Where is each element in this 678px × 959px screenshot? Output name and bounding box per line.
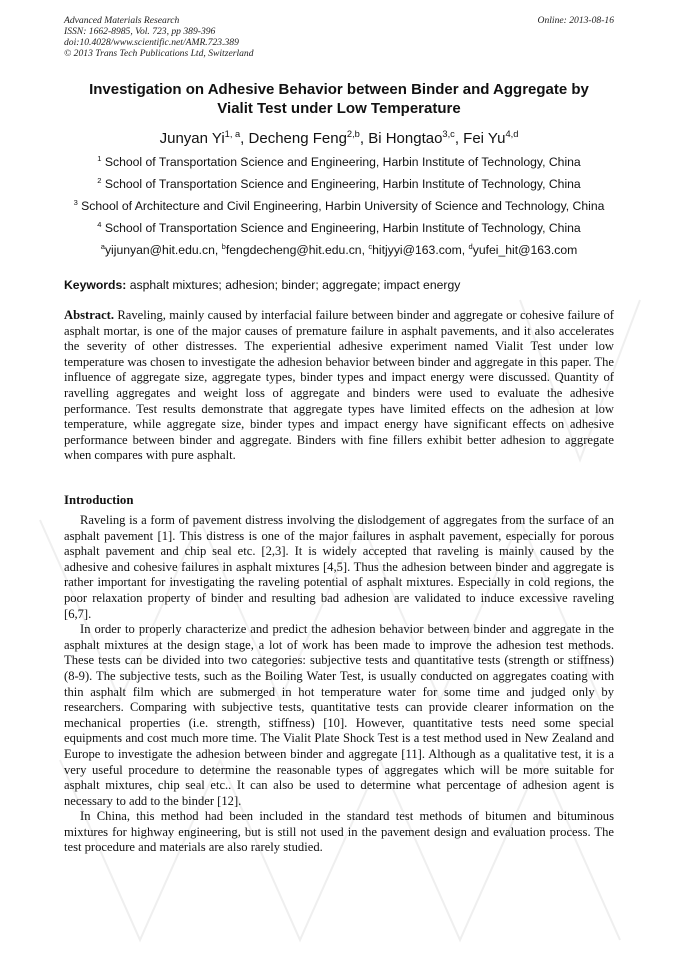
email-sup: a (100, 241, 105, 251)
author-sup: 1, a (224, 129, 241, 139)
author-sup: 3,c (442, 129, 455, 139)
title-line-2: Vialit Test under Low Temperature (217, 100, 461, 117)
affiliation-text: School of Transportation Science and Engineering, Harbin Institute of Technology, China (104, 177, 581, 191)
journal-header (64, 15, 614, 59)
email-sup: d (468, 241, 473, 251)
email-address: fengdecheng@hit.edu.cn (225, 243, 362, 257)
journal-doi: doi:10.4028/www.scientific.net/AMR.723.389 (64, 37, 239, 48)
affiliation-3 (30, 199, 648, 214)
affiliation-2 (30, 177, 648, 192)
paper-title (48, 80, 630, 118)
abstract-label: Abstract. (64, 308, 115, 322)
affiliation-num: 4 (97, 219, 102, 229)
journal-issn: ISSN: 1662-8985, Vol. 723, pp 389-396 (64, 26, 216, 37)
email-address: hitjyyi@163.com (372, 243, 462, 257)
email-address: yufei_hit@163.com (472, 243, 578, 257)
intro-paragraph: In order to properly characterize and predict the adhesion behavior between binder and aggregate in the asphalt mixtures at the design stage, a lot of work has been made to improve the adhesion test methods. These tests can be divided into two categories: subjective tests and quantitative tests (strength or stiffness) (8-9). The subjective tests, such as the Boiling Water Test, is usually conducted on aggregates coating with thin asphalt film which are submerged in hot temperature water for some time and judged only by researchers. Comparing with subjective tests, quantitative tests can provide clearer information on the mechanical properties (i.e. strength, stiffness) [10]. However, quantitative tests need some special equipments and cost much more time. The Vialit Plate Shock Test is a test method used in New Zealand and Europe to investigate the adhesion between binder and aggregate [11]. Although as a qualitative test, it is a very useful procedure to determine the reasonable types of aggregates which will be more suitable for asphalt mixtures, chip seal etc.. It can also be used to determine what percentage of adhesion agent is necessary to add to the binder [12]. (64, 622, 614, 808)
intro-paragraph: Raveling is a form of pavement distress involving the dislodgement of aggregates from the surface of an asphalt pavement [1]. This distress is one of the major failures in asphalt pavement, especially for porous asphalt pavement and chip seal etc. [2,3]. It is widely accepted that raveling is mainly caused by the adhesive and cohesive failures in asphalt mixtures [4,5]. Thus the adhesion between binder and aggregate is rather important for investigating the raveling potential of asphalt mixtures. Especially in cold regions, the poor relaxation property of binder and resulting bad adhesion are validated to induce excessive raveling [6,7]. (64, 513, 614, 621)
keywords-text: asphalt mixtures; adhesion; binder; aggregate; impact energy (129, 278, 461, 292)
affiliation-text: School of Transportation Science and Engineering, Harbin Institute of Technology, China (104, 221, 581, 235)
intro-paragraph: In China, this method had been included in the standard test methods of bitumen and bituminous mixtures for highway engineering, but is still not used in the pavement design and evaluation process. The test procedure and materials are also rarely studied. (64, 809, 614, 855)
author-name: Fei Yu (463, 130, 506, 147)
affiliation-text: School of Architecture and Civil Engineering, Harbin University of Science and Technology, China (81, 199, 605, 213)
email-sup: b (221, 241, 226, 251)
author-name: Decheng Feng (248, 130, 347, 147)
affiliation-text: School of Transportation Science and Engineering, Harbin Institute of Technology, China (104, 155, 581, 169)
email-address: yijunyan@hit.edu.cn (104, 243, 215, 257)
title-line-1: Investigation on Adhesive Behavior between Binder and Aggregate by (89, 81, 589, 98)
author-list: Junyan Yi$^{1, a}$, Decheng Feng$^{2,b}$, Bi Hongtao$^{3,c}$, Fei Yu$^{4,d}$ (159, 129, 519, 147)
affiliation-4 (30, 221, 648, 236)
section-heading-introduction: Introduction (64, 493, 134, 507)
online-date: Online: 2013-08-16 (537, 15, 614, 26)
journal-copyright: © 2013 Trans Tech Publications Ltd, Switzerland (64, 48, 254, 59)
affiliation-num: 2 (97, 175, 102, 185)
email-sup: c (368, 241, 373, 251)
author-name: Junyan Yi (159, 130, 225, 147)
email-list: $^a$yijunyan@hit.edu.cn, $^b$fengdecheng@hit.edu.cn, $^c$hitjyyi@163.com, $^d$yufei_hit@163.com (100, 241, 578, 257)
affiliation-1 (30, 155, 648, 170)
keywords-label: Keywords: (64, 278, 127, 292)
affiliation-num: 1 (97, 153, 102, 163)
author-sup: 4,d (505, 129, 519, 139)
author-name: Bi Hongtao (368, 130, 443, 147)
introduction-body (64, 513, 614, 856)
journal-name: Advanced Materials Research (64, 15, 180, 26)
affiliation-num: 3 (73, 197, 78, 207)
abstract-text: Raveling, mainly caused by interfacial failure between binder and aggregate or cohesive failure of asphalt mortar, is one of the major causes of premature failure in asphalt pavements, and it also accelerates the severity of other distresses. The experiential adhesive experiment named Vialit Test under low temperature was chosen to investigate the adhesion behavior between binder and aggregate in this paper. The influence of aggregate size, aggregate types, binder types and impact energy were discussed. Quantity of ravelling aggregates and weight loss of aggregate and binders were used to evaluate the adhesive performance. Test results demonstrate that aggregate types have limited effects on the adhesion at low temperature, while aggregate size, binder types and impact energy have significant effects on adhesive performance between binder and aggregate. Binders with fine fillers exhibit better adhesion to aggregate when compares with pure asphalt. (64, 308, 614, 463)
keywords (64, 278, 614, 293)
abstract (64, 308, 614, 464)
author-sup: 2,b (346, 129, 360, 139)
